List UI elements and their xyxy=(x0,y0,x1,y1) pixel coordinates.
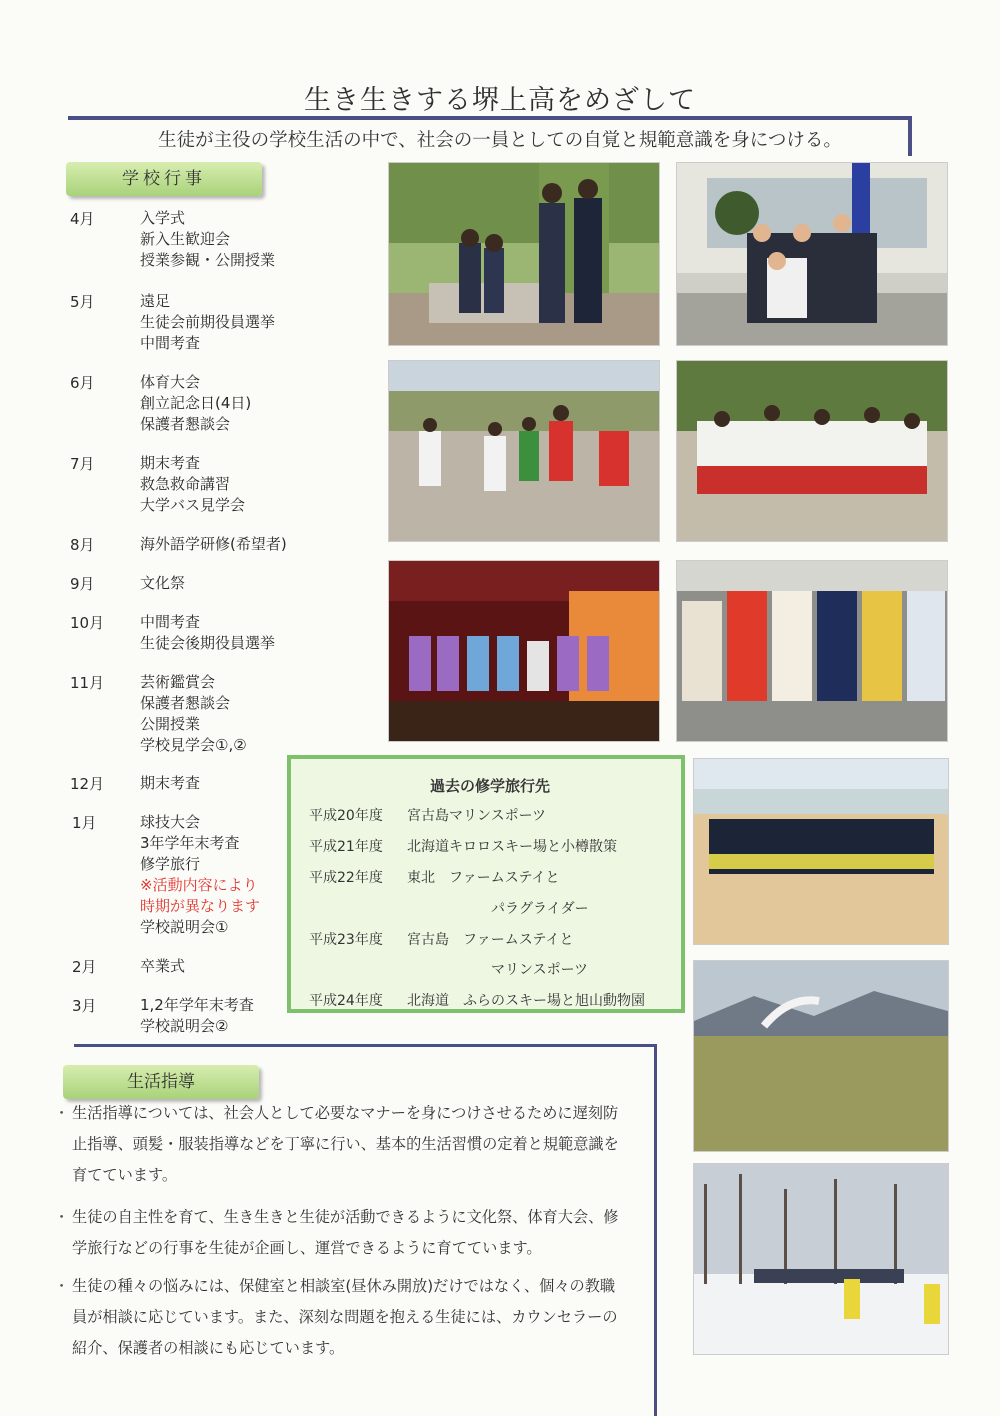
beach-group-photo xyxy=(693,758,949,945)
paragraph-text: 生活指導については、社会人として必要なマナーを身につけさせるために遅刻防止指導、頭髪・服装指導などを丁寧に行い、基本的生活習慣の定着と規範意識を育てています。 xyxy=(72,1104,619,1184)
trip-destination: 宮古島マリンスポーツ xyxy=(407,808,547,824)
trip-year: 平成23年度 xyxy=(309,932,383,948)
students-chatting-photo xyxy=(388,162,660,346)
page-subtitle: 生徒が主役の学校生活の中で、社会の一員としての自覚と規範意識を身につける。 xyxy=(158,130,842,151)
life-guidance-heading: 生活指導 xyxy=(63,1065,259,1099)
bullet: ・ xyxy=(54,1208,70,1226)
month-label: 7月 xyxy=(70,455,95,473)
group-with-banner-photo xyxy=(676,162,948,346)
event-item: 生徒会後期役員選挙 xyxy=(140,634,276,652)
event-item: 入学式 xyxy=(140,209,186,227)
month-label: 5月 xyxy=(70,293,95,311)
event-item: 中間考査 xyxy=(140,334,201,352)
month-label: 10月 xyxy=(70,614,105,632)
event-item: 期末考査 xyxy=(140,454,201,472)
event-item: 公開授業 xyxy=(140,715,201,733)
event-item: 芸術鑑賞会 xyxy=(140,673,216,691)
trip-destination: 北海道 ふらのスキー場と旭山動物園 xyxy=(407,993,645,1009)
event-item: 学校見学会①,② xyxy=(140,736,247,754)
event-note: 時期が異なります xyxy=(140,897,261,915)
event-item: 新入生歓迎会 xyxy=(140,230,231,248)
snow-ski-trip-photo xyxy=(693,1163,949,1355)
event-item: 文化祭 xyxy=(140,574,186,592)
trip-destination: 北海道キロロスキー場と小樽散策 xyxy=(407,839,617,855)
event-item: 創立記念日(4日) xyxy=(140,394,252,412)
month-label: 2月 xyxy=(72,958,97,976)
month-label: 11月 xyxy=(70,674,105,692)
trip-year: 平成22年度 xyxy=(309,870,383,886)
page-title: 生き生きする堺上高をめざして xyxy=(304,85,696,116)
festival-banners-photo xyxy=(676,560,948,742)
event-item: 1,2年学年末考査 xyxy=(140,996,254,1014)
bullet: ・ xyxy=(54,1104,70,1122)
trip-heading: 過去の修学旅行先 xyxy=(429,777,550,795)
paraglider-photo xyxy=(693,960,949,1152)
trip-destination: 宮古島 ファームステイと xyxy=(407,932,574,948)
event-item: 救急救命講習 xyxy=(140,475,231,493)
month-label: 3月 xyxy=(72,997,97,1015)
month-label: 9月 xyxy=(70,575,95,593)
month-label: 8月 xyxy=(70,536,95,554)
events-heading: 学校行事 xyxy=(66,162,262,196)
paragraph-text: 生徒の自主性を育て、生き生きと生徒が活動できるように文化祭、体育大会、修学旅行などの行事を生徒が企画し、運営できるように育てています。 xyxy=(72,1208,619,1257)
event-item: 修学旅行 xyxy=(140,855,201,873)
trip-year: 平成21年度 xyxy=(309,839,383,855)
event-item: 学校説明会① xyxy=(140,918,229,936)
trip-year: 平成20年度 xyxy=(309,808,383,824)
event-item: 球技大会 xyxy=(140,813,201,831)
month-label: 4月 xyxy=(70,210,95,228)
month-label: 1月 xyxy=(72,814,97,832)
school-trip-box xyxy=(287,755,685,1013)
event-item: 体育大会 xyxy=(140,373,201,391)
section-divider xyxy=(74,1044,656,1047)
event-item: 生徒会前期役員選挙 xyxy=(140,313,276,331)
event-note: ※活動内容により xyxy=(140,876,258,894)
stage-performance-photo xyxy=(388,560,660,742)
event-item: 大学バス見学会 xyxy=(140,496,246,514)
trip-destination: マリンスポーツ xyxy=(491,962,589,978)
bullet: ・ xyxy=(54,1277,70,1295)
event-item: 3年学年末考査 xyxy=(140,834,240,852)
event-item: 海外語学研修(希望者) xyxy=(140,535,287,553)
group-jump-rope-photo xyxy=(676,360,948,542)
event-item: 学校説明会② xyxy=(140,1017,229,1035)
paragraph-text: 生徒の種々の悩みには、保健室と相談室(昼休み開放)だけではなく、個々の教職員が相談に応じています。また、深刻な問題を抱える生徒には、カウンセラーの紹介、保護者の相談にも応じています。 xyxy=(72,1277,618,1357)
event-item: 授業参観・公開授業 xyxy=(140,251,276,269)
event-item: 保護者懇談会 xyxy=(140,694,231,712)
trip-destination: パラグライダー xyxy=(491,901,589,917)
relay-race-photo xyxy=(388,360,660,542)
life-paragraph xyxy=(54,1202,626,1264)
month-label: 12月 xyxy=(70,775,105,793)
life-paragraph xyxy=(54,1271,626,1364)
event-item: 保護者懇談会 xyxy=(140,415,231,433)
title-divider xyxy=(68,116,910,120)
trip-year: 平成24年度 xyxy=(309,993,383,1009)
event-item: 卒業式 xyxy=(140,957,186,975)
event-item: 期末考査 xyxy=(140,774,201,792)
event-item: 遠足 xyxy=(140,292,171,310)
section-divider-vertical xyxy=(654,1044,657,1416)
event-item: 中間考査 xyxy=(140,613,201,631)
life-paragraph xyxy=(54,1098,626,1191)
trip-destination: 東北 ファームステイと xyxy=(407,870,560,886)
month-label: 6月 xyxy=(70,374,95,392)
